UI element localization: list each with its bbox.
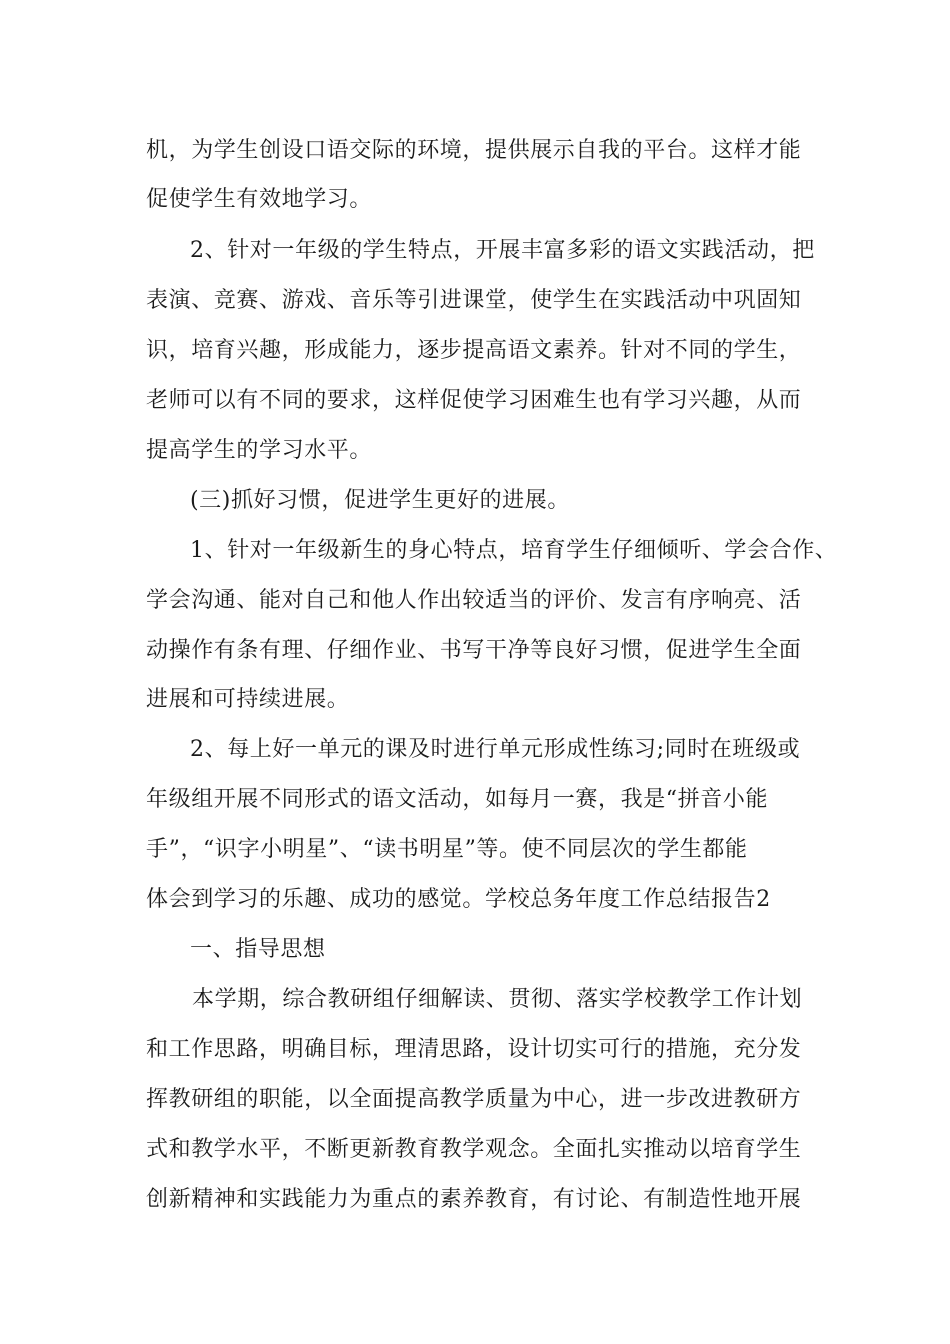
text-line: 创新精神和实践能力为重点的素养教育，有讨论、有制造性地开展 (146, 1187, 802, 1212)
section-heading: (三)抓好习惯，促进学生更好的进展。 (190, 488, 570, 513)
text-line: 本学期，综合教研组仔细解读、贯彻、落实学校教学工作计划 (192, 987, 803, 1012)
text-line: 识，培育兴趣，形成能力，逐步提高语文素养。针对不同的学生， (146, 338, 802, 363)
text-line: 进展和可持续进展。 (146, 687, 350, 712)
text-line: 式和教学水平，不断更新教育教学观念。全面扎实推动以培育学生 (146, 1137, 802, 1162)
text-line: 动操作有条有理、仔细作业、书写干净等良好习惯，促进学生全面 (146, 638, 802, 663)
text-line: 和工作思路，明确目标，理清思路，设计切实可行的措施，充分发 (146, 1037, 802, 1062)
text-line: 2、针对一年级的学生特点，开展丰富多彩的语文实践活动，把 (190, 238, 815, 263)
text-line: 年级组开展不同形式的语文活动，如每月一赛，我是“拼音小能 (146, 787, 769, 812)
text-line: 1、针对一年级新生的身心特点，培育学生仔细倾听、学会合作、 (190, 538, 838, 563)
text-line: 表演、竞赛、游戏、音乐等引进课堂，使学生在实践活动中巩固知 (146, 288, 802, 313)
text-line: 挥教研组的职能，以全面提高教学质量为中心，进一步改进教研方 (146, 1087, 802, 1112)
text-line: 手”，“识字小明星”、“读书明星”等。使不同层次的学生都能 (146, 837, 748, 862)
text-line: 学会沟通、能对自己和他人作出较适当的评价、发言有序响亮、活 (146, 588, 802, 613)
text-line: 2、每上好一单元的课及时进行单元形成性练习;同时在班级或 (190, 737, 801, 762)
text-line: 老师可以有不同的要求，这样促使学习困难生也有学习兴趣，从而 (146, 388, 802, 413)
text-line: 机，为学生创设口语交际的环境，提供展示自我的平台。这样才能 (146, 138, 802, 163)
text-line: 提高学生的学习水平。 (146, 438, 373, 463)
section-heading: 一、指导思想 (190, 937, 326, 962)
text-line: 促使学生有效地学习。 (146, 187, 373, 212)
text-line: 体会到学习的乐趣、成功的感觉。学校总务年度工作总结报告2 (146, 887, 771, 912)
